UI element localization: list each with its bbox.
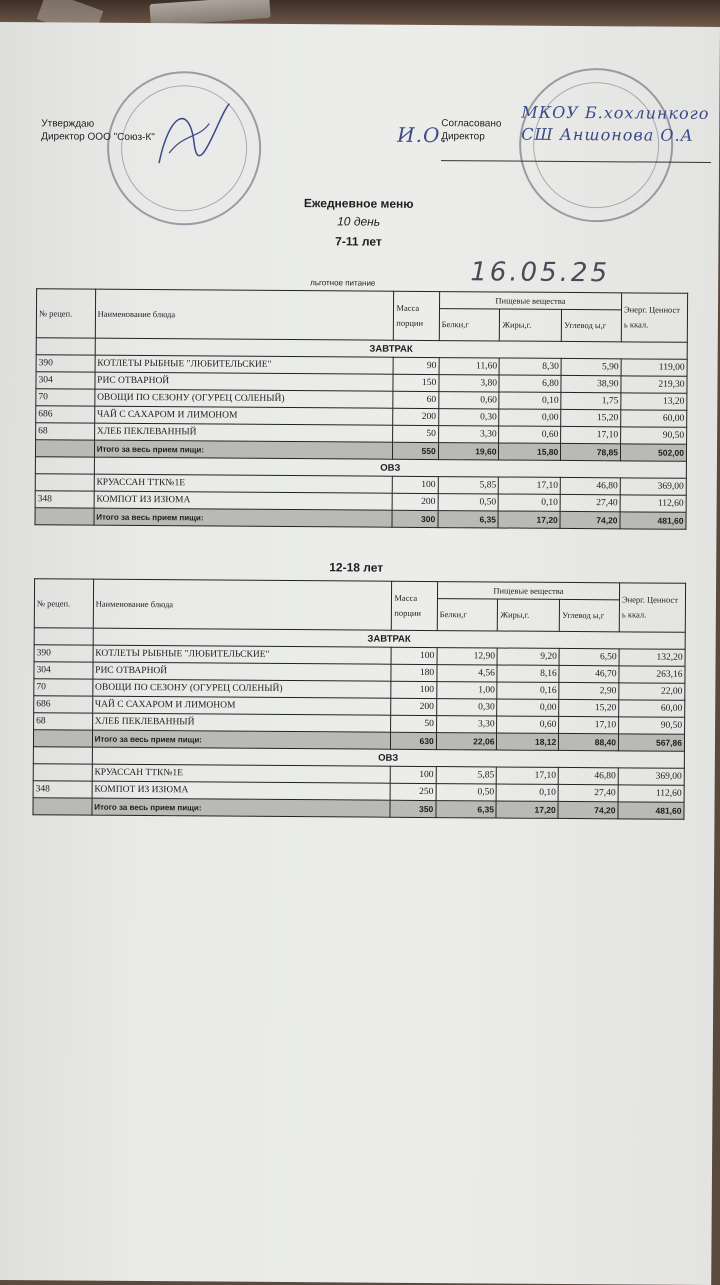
col-nutrients: Пищевые вещества [439,292,621,310]
total-fat: 17,20 [498,511,560,528]
total-row [33,798,684,820]
dish-protein: 0,30 [436,699,497,716]
recipe-number: 348 [33,781,92,798]
total-mass: 630 [391,732,436,749]
dish-mass: 90 [393,357,438,374]
dish-protein: 3,30 [436,716,497,733]
dish-protein: 3,80 [439,375,500,392]
dish-carbs: 5,90 [561,358,621,375]
total-carbs: 88,40 [559,733,619,750]
col-mass: Масса порции [394,291,440,340]
total-energy: 481,60 [618,802,684,819]
table-header-row [34,579,685,601]
menu-title: Ежедневное меню [303,196,414,211]
section-spacer [36,338,95,355]
dish-carbs: 17,10 [561,426,621,443]
dish-carbs: 27,40 [560,494,620,511]
total-label: Итого за весь прием пищи: [94,508,393,527]
recipe-number: 304 [34,662,93,679]
dish-energy: 219,30 [621,376,687,393]
total-mass: 350 [390,800,435,817]
dish-mass: 100 [391,766,436,783]
dish-mass: 200 [393,493,438,510]
total-spacer [35,508,94,525]
recipe-number [33,764,92,781]
total-mass: 300 [392,510,437,527]
col-carbs: Углевод ы,г [562,309,622,341]
total-protein: 19,60 [438,443,499,460]
recipe-number: 70 [36,389,95,406]
dish-fat: 6,80 [499,375,561,392]
dish-name: ОВОЩИ ПО СЕЗОНУ (ОГУРЕЦ СОЛЕНЫЙ) [92,679,391,698]
col-fat: Жиры,г. [498,599,560,631]
dish-carbs: 6,50 [559,648,619,665]
dish-mass: 100 [391,647,436,664]
total-label: Итого за весь прием пищи: [92,730,391,749]
total-carbs: 74,20 [560,511,620,528]
dish-energy: 369,00 [618,768,684,785]
col-carbs: Углевод ы,г [560,599,620,631]
section-title: ОВЗ [92,747,684,768]
dish-carbs: 17,10 [559,716,619,733]
dish-fat: 0,16 [497,682,559,699]
total-protein: 22,06 [436,733,497,750]
dish-fat: 17,10 [497,767,559,784]
total-energy: 481,60 [620,512,686,529]
dish-protein: 5,85 [438,477,499,494]
dish-energy: 90,50 [621,427,687,444]
dish-fat: 0,60 [499,426,561,443]
age-group-1: 7-11 лет [335,234,382,249]
dish-carbs: 2,90 [559,682,619,699]
recipe-number: 390 [36,355,95,372]
signature-left-icon [149,93,240,174]
col-name: Наименование блюда [95,289,394,340]
dish-protein: 3,30 [438,426,499,443]
recipe-number: 390 [34,645,93,662]
dish-name: ЧАЙ С САХАРОМ И ЛИМОНОМ [92,696,391,715]
dish-protein: 5,85 [436,767,497,784]
dish-mass: 100 [393,476,438,493]
col-protein: Белки,г [437,599,498,631]
col-num: № рецеп. [34,579,93,628]
dish-energy: 132,20 [619,649,685,666]
dish-name: ХЛЕБ ПЕКЛЕВАННЫЙ [94,423,393,442]
dish-fat: 0,60 [497,716,559,733]
dish-name: КРУАССАН ТТК№1Е [92,764,391,783]
dish-protein: 0,50 [436,784,497,801]
dish-fat: 0,10 [499,392,561,409]
recipe-number [35,474,94,491]
dish-mass: 150 [393,374,438,391]
dish-energy: 369,00 [620,478,686,495]
agreement-signature-line [441,146,711,163]
dish-energy: 90,50 [619,717,685,734]
dish-energy: 60,00 [619,700,685,717]
dish-carbs: 15,20 [561,409,621,426]
col-num: № рецеп. [36,289,95,338]
recipe-number: 686 [34,696,93,713]
recipe-number: 68 [34,713,93,730]
section-spacer [34,628,93,645]
total-row [35,508,686,530]
approval-label: Утверждаю [41,118,95,130]
dish-protein: 0,60 [439,392,500,409]
dish-fat: 17,10 [499,477,561,494]
dish-carbs: 46,70 [559,665,619,682]
total-fat: 18,12 [497,733,559,750]
dish-energy: 13,20 [621,393,687,410]
dish-energy: 22,00 [619,683,685,700]
benefit-label: льготное питание [310,278,376,288]
dish-name: ХЛЕБ ПЕКЛЕВАННЫЙ [92,713,391,732]
total-label: Итого за весь прием пищи: [94,440,393,459]
dish-name: КОТЛЕТЫ РЫБНЫЕ "ЛЮБИТЕЛЬСКИЕ" [93,645,392,664]
total-spacer [33,730,92,747]
dish-fat: 8,30 [500,358,562,375]
agreement-label: Согласовано [441,118,502,130]
dish-mass: 180 [391,664,436,681]
dish-name: ЧАЙ С САХАРОМ И ЛИМОНОМ [94,406,393,425]
section-title: ЗАВТРАК [93,628,685,649]
col-mass: Масса порции [392,581,438,630]
total-energy: 502,00 [620,444,686,461]
col-fat: Жиры,г. [500,309,562,341]
total-fat: 15,80 [499,443,561,460]
dish-name: ОВОЩИ ПО СЕЗОНУ (ОГУРЕЦ СОЛЕНЫЙ) [95,389,394,408]
age-group-2: 12-18 лет [329,560,384,575]
section-spacer [33,747,92,764]
handwriting-school: МКОУ Б.хохлинкого СШ Аншонова О.А [521,102,710,145]
recipe-number: 304 [36,372,95,389]
dish-energy: 263,16 [619,666,685,683]
dish-mass: 100 [391,681,436,698]
menu-document [0,22,720,1285]
col-nutrients: Пищевые вещества [437,582,619,600]
recipe-number: 68 [36,423,95,440]
total-label: Итого за весь прием пищи: [92,798,391,817]
total-fat: 17,20 [496,801,558,818]
dish-mass: 200 [391,698,436,715]
dish-fat: 9,20 [498,648,560,665]
agreement-director: Директор [441,131,485,143]
recipe-number: 348 [35,491,94,508]
menu-day: 10 день [337,214,381,229]
dish-protein: 0,30 [438,409,499,426]
menu-table-7-11 [34,288,688,530]
dish-name: КОМПОТ ИЗ ИЗЮМА [94,491,393,510]
dish-name: РИС ОТВАРНОЙ [93,662,392,681]
dish-energy: 119,00 [621,359,687,376]
dish-carbs: 1,75 [561,392,621,409]
section-title: ОВЗ [94,457,686,478]
dish-protein: 12,90 [437,648,498,665]
dish-energy: 112,60 [620,495,686,512]
dish-protein: 4,56 [437,665,498,682]
recipe-number: 686 [36,406,95,423]
dish-fat: 0,10 [499,494,561,511]
approval-block [41,117,155,144]
handwritten-date: 16.05.25 [470,257,611,289]
dish-mass: 250 [390,783,435,800]
dish-protein: 11,60 [439,358,500,375]
total-protein: 6,35 [438,511,499,528]
dish-protein: 1,00 [437,682,498,699]
section-title: ЗАВТРАК [95,338,687,359]
dish-mass: 50 [393,425,438,442]
dish-name: КРУАССАН ТТК№1Е [94,474,393,493]
col-protein: Белки,г [439,309,500,341]
handwriting-io: И.О. [397,122,448,148]
dish-fat: 0,00 [497,699,559,716]
recipe-number: 70 [34,679,93,696]
dish-carbs: 27,40 [558,784,618,801]
col-name: Наименование блюда [93,579,392,630]
section-spacer [35,457,94,474]
dish-energy: 60,00 [621,410,687,427]
total-carbs: 74,20 [558,801,618,818]
dish-carbs: 38,90 [561,375,621,392]
dish-fat: 0,10 [497,784,559,801]
total-energy: 567,86 [618,734,684,751]
approval-director: Директор ООО "Союз-К" [41,131,155,144]
dish-name: РИС ОТВАРНОЙ [95,372,394,391]
total-mass: 550 [393,442,438,459]
dish-mass: 50 [391,715,436,732]
dish-mass: 60 [393,391,438,408]
total-spacer [35,440,94,457]
dish-carbs: 15,20 [559,699,619,716]
dish-fat: 8,16 [497,665,559,682]
dish-name: КОТЛЕТЫ РЫБНЫЕ "ЛЮБИТЕЛЬСКИЕ" [95,355,394,374]
dish-protein: 0,50 [438,494,499,511]
total-carbs: 78,85 [561,443,621,460]
table-header-row [37,289,688,311]
total-spacer [33,798,92,815]
menu-table-12-18 [32,578,686,820]
dish-carbs: 46,80 [560,477,620,494]
dish-mass: 200 [393,408,438,425]
dish-carbs: 46,80 [558,767,618,784]
total-protein: 6,35 [436,801,497,818]
col-energy: Энерг. Ценност ь ккал. [621,293,687,342]
dish-name: КОМПОТ ИЗ ИЗЮМА [92,781,391,800]
dish-energy: 112,60 [618,785,684,802]
dish-fat: 0,00 [499,409,561,426]
col-energy: Энерг. Ценност ь ккал. [619,583,685,632]
